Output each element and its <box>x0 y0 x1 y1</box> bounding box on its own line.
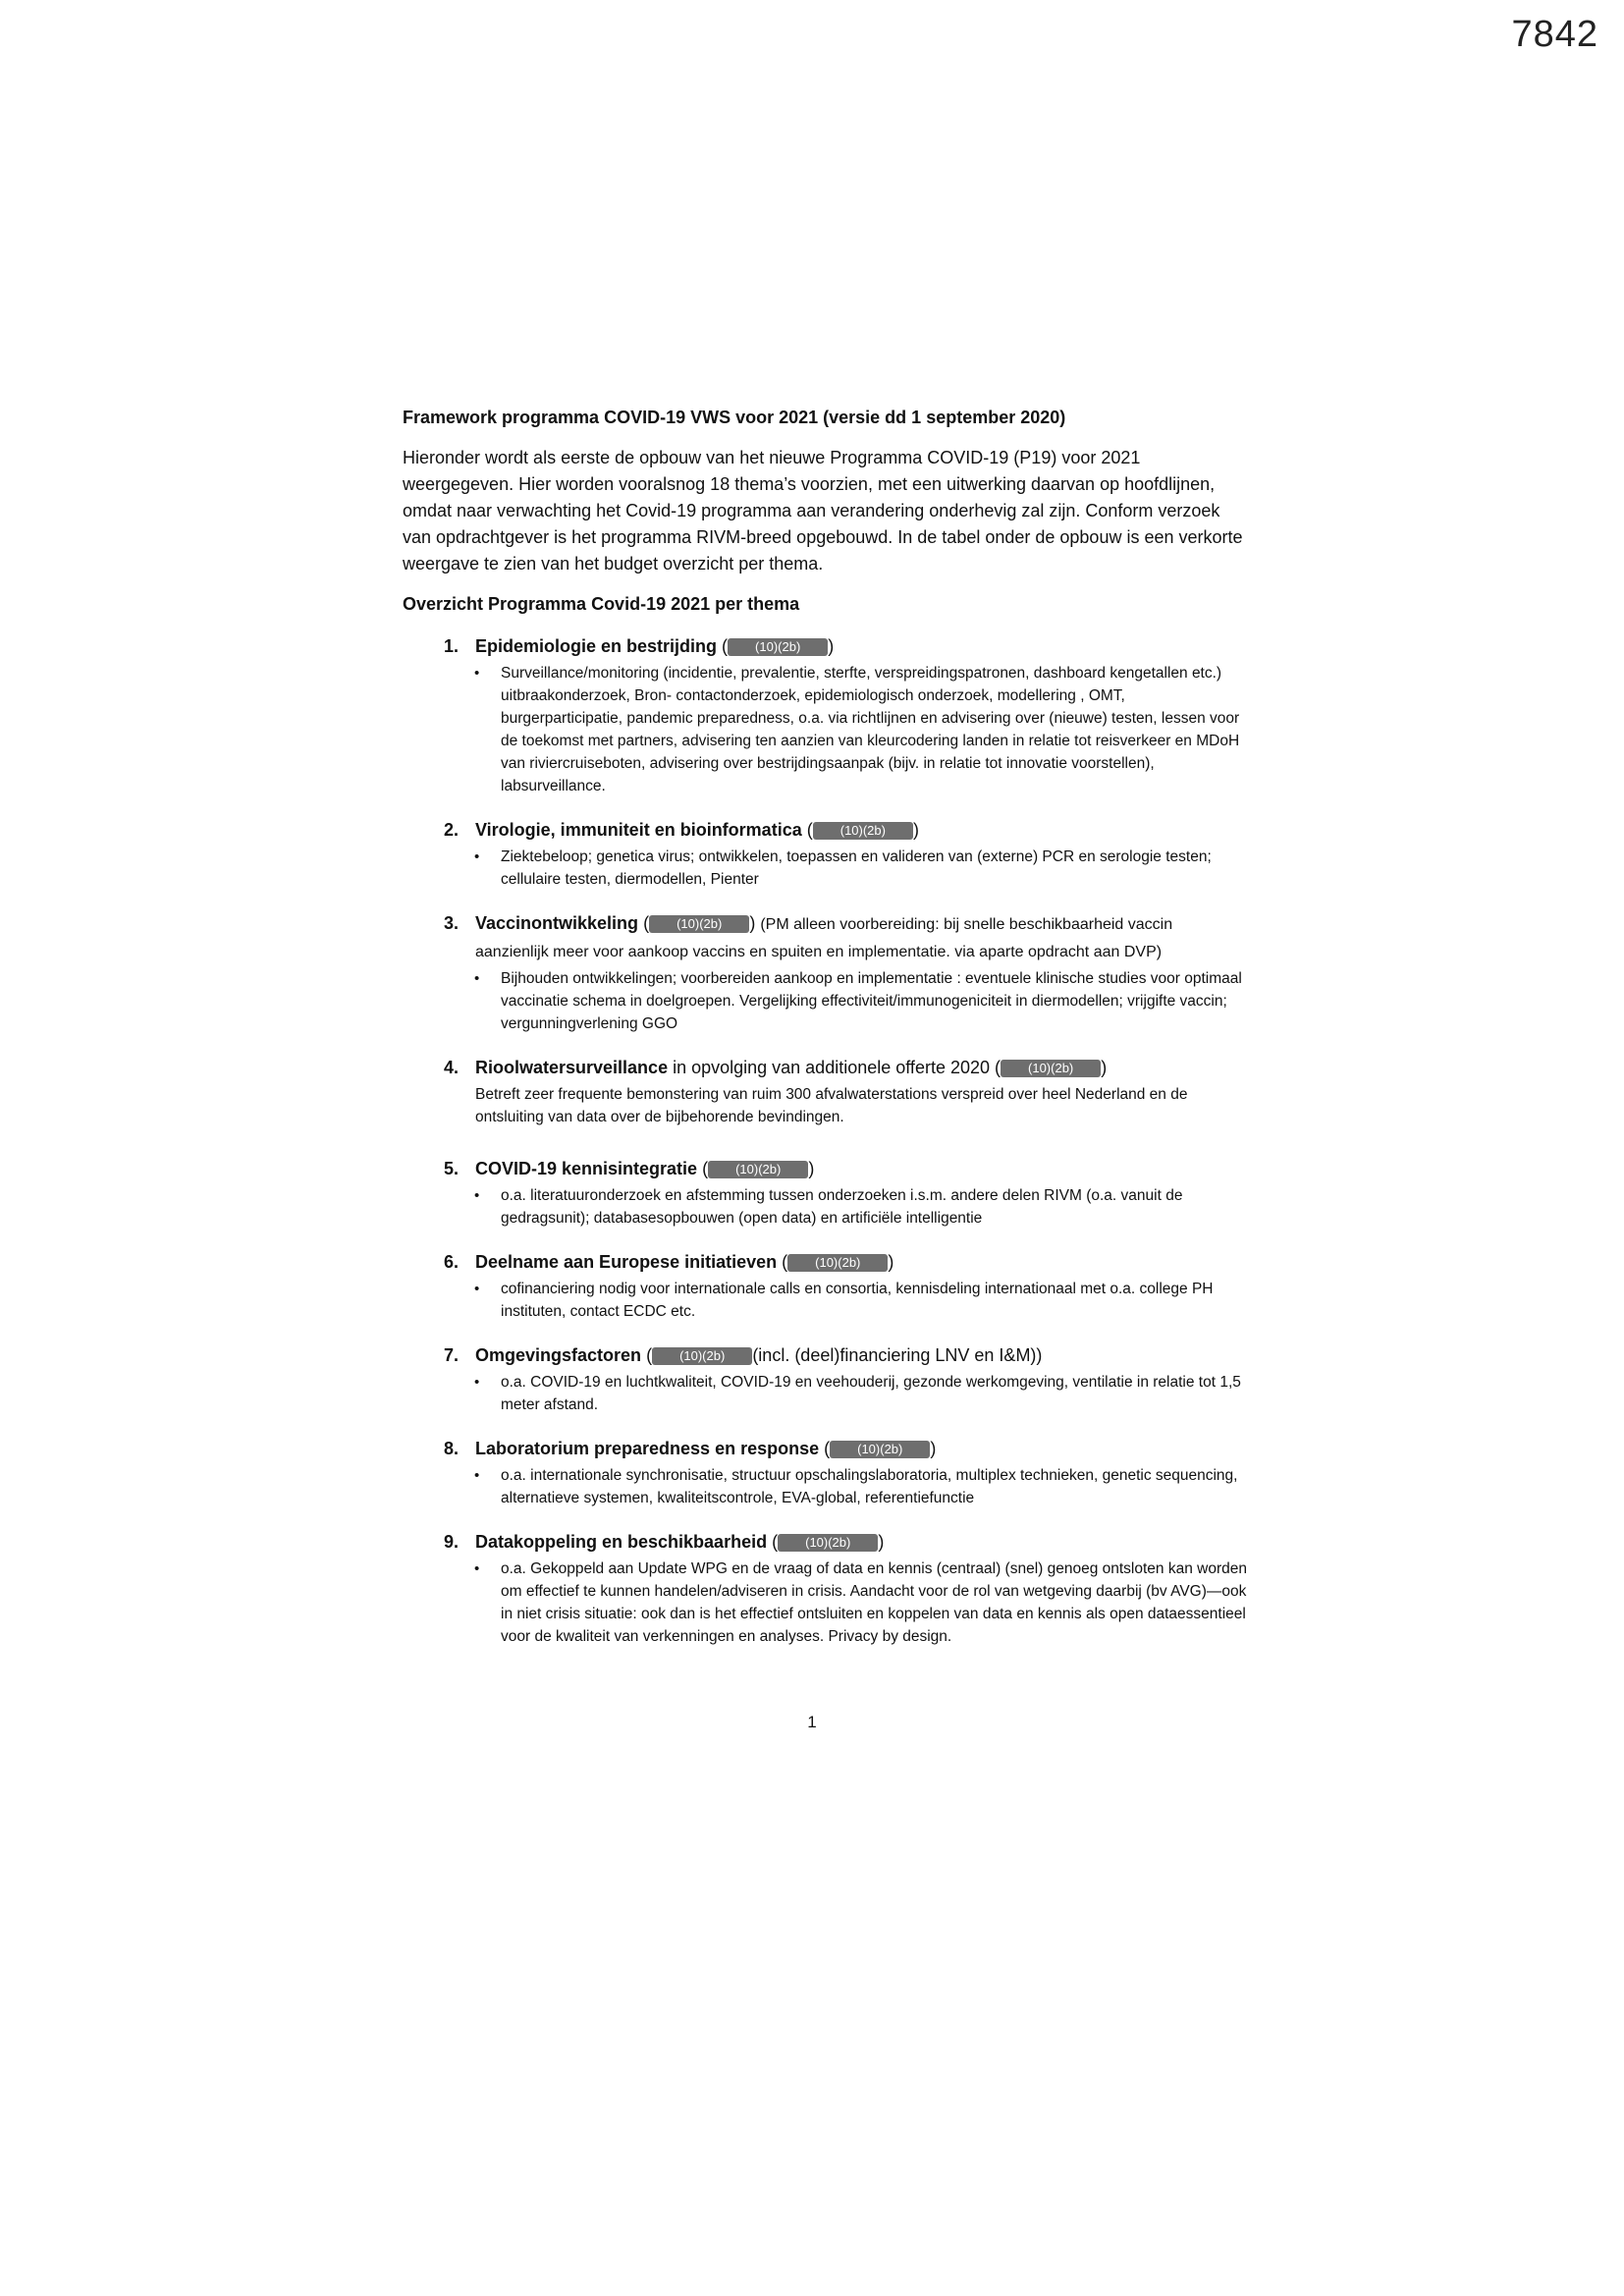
list-item: • o.a. COVID-19 en luchtkwaliteit, COVID-19 en veehouderij, gezonde werkomgeving, ventilatie in relatie tot 1,5 meter afstand. <box>475 1371 1247 1416</box>
list-item: • o.a. literatuuronderzoek en afstemming tussen onderzoeken i.s.m. andere delen RIVM (o.a. vanuit de gedragsunit); databasesopbouwen (open data) en artificiële intelligentie <box>475 1184 1247 1230</box>
theme-number: 9. <box>444 1532 460 1552</box>
theme-heading: Laboratorium preparedness en response ( (10)(2b) ) <box>475 1439 937 1458</box>
theme-title: Omgevingsfactoren <box>475 1345 642 1365</box>
redaction-box: (10)(2b) <box>813 822 913 840</box>
theme-item-8 <box>403 1436 1247 1509</box>
theme-item-3 <box>403 910 1247 1035</box>
theme-bullets <box>475 967 1247 1035</box>
intro-paragraph: Hieronder wordt als eerste de opbouw van het nieuwe Programma COVID-19 (P19) voor 2021 weergegeven. Hier worden vooralsnog 18 thema’s voorzien, met een uitwerking daarvan op hoofdlijnen, omdat naar verwachting het Covid-19 programma aan verandering onderhevig zal zijn. Conform verzoek van opdrachtgever is het programma RIVM-breed opgebouwd. In de tabel onder de opbouw is een verkorte weergave te zien van het budget overzicht per thema. <box>403 448 1243 574</box>
page-number: 1 <box>807 1713 817 1731</box>
theme-bullets <box>475 1278 1247 1323</box>
theme-heading-prefix: in opvolging van additionele offerte 2020 <box>668 1058 990 1077</box>
redaction-box: (10)(2b) <box>708 1161 808 1178</box>
list-item: • o.a. internationale synchronisatie, structuur opschalingslaboratoria, multiplex technieken, genetic sequencing, alternatieve systemen, kwaliteitscontrole, EVA-global, referentiefunctie <box>475 1464 1247 1509</box>
list-item: • o.a. Gekoppeld aan Update WPG en de vraag of data en kennis (centraal) (snel) genoeg ontsloten kan worden om effectief te kunnen handelen/adviseren in crisis. Aandacht voor de rol van wetgeving daarbij (bv AVG)—ook in niet crisis situatie: ook dan is het effectief ontsluiten en koppelen van data en kennis als open dataessentieel voor de kwaliteit van verkenningen en analyses. Privacy by design. <box>475 1558 1247 1648</box>
theme-heading: Datakoppeling en beschikbaarheid ( (10)(2b) ) <box>475 1532 885 1552</box>
theme-title: Vaccinontwikkeling <box>475 913 639 933</box>
theme-item-5 <box>403 1156 1247 1230</box>
theme-item-4 <box>403 1055 1247 1128</box>
theme-item-9 <box>403 1529 1247 1648</box>
theme-title: COVID-19 kennisintegratie <box>475 1159 698 1178</box>
theme-bullets <box>475 1558 1247 1648</box>
list-item: • Ziektebeloop; genetica virus; ontwikkelen, toepassen en valideren van (externe) PCR en serologie testen; cellulaire testen, diermodellen, Pienter <box>475 846 1247 891</box>
redaction-box: (10)(2b) <box>830 1441 930 1458</box>
redaction-box: (10)(2b) <box>778 1534 878 1552</box>
section-heading: Overzicht Programma Covid-19 2021 per thema <box>403 594 800 614</box>
theme-heading-suffix: (PM alleen voorbereiding: bij snelle beschikbaarheid vaccin aanzienlijk meer voor aankoop vaccins en spuiten en implementatie. via aparte opdracht aan DVP) <box>475 916 1173 960</box>
theme-bullets <box>475 846 1247 891</box>
theme-item-7 <box>403 1342 1247 1416</box>
theme-bullets <box>475 662 1247 797</box>
list-item: • Bijhouden ontwikkelingen; voorbereiden aankoop en implementatie : eventuele klinische studies voor optimaal vaccinatie schema in doelgroepen. Vergelijking effectiviteit/immunogeniciteit in diermodellen; vrijgifte vaccin; vergunningverlening GGO <box>475 967 1247 1035</box>
redaction-box: (10)(2b) <box>1001 1060 1101 1077</box>
theme-title: Datakoppeling en beschikbaarheid <box>475 1532 768 1552</box>
theme-title: Virologie, immuniteit en bioinformatica <box>475 820 802 840</box>
theme-heading: COVID-19 kennisintegratie ( (10)(2b) ) <box>475 1159 815 1178</box>
redaction-box: (10)(2b) <box>652 1347 752 1365</box>
redaction-box: (10)(2b) <box>649 915 749 933</box>
theme-heading: Deelname aan Europese initiatieven ( (10)(2b) ) <box>475 1252 894 1272</box>
theme-description: Betreft zeer frequente bemonstering van ruim 300 afvalwaterstations verspreid over heel Nederland en de ontsluiting van data over de bijbehorende bevindingen. <box>475 1086 1188 1125</box>
theme-number: 2. <box>444 820 460 840</box>
theme-number: 3. <box>444 913 460 933</box>
theme-number: 8. <box>444 1439 460 1458</box>
theme-title: Deelname aan Europese initiatieven <box>475 1252 778 1272</box>
theme-number: 1. <box>444 636 460 656</box>
theme-heading: Virologie, immuniteit en bioinformatica ( (10)(2b) ) <box>475 820 919 840</box>
redaction-box: (10)(2b) <box>728 638 828 656</box>
theme-number: 5. <box>444 1159 460 1178</box>
list-item: • Surveillance/monitoring (incidentie, prevalentie, sterfte, verspreidingspatronen, dashboard kengetallen etc.) uitbraakonderzoek, Bron- contactonderzoek, epidemiologisch onderzoek, modellering , OMT, burgerparticipatie, pandemic preparedness, o.a. via richtlijnen en advisering over (nieuwe) testen, lessen voor de toekomst met partners, advisering ten aanzien van kleurcodering landen in relatie tot reisverkeer en MDoH van riviercruiseboten, advisering over bestrijdingsaanpak (bijv. in relatie tot innovatie voorstellen), labsurveillance. <box>475 662 1247 797</box>
document-stamp-number: 7842 <box>1511 14 1598 55</box>
theme-heading: Rioolwatersurveillance in opvolging van additionele offerte 2020 ( (10)(2b) ) <box>475 1058 1108 1077</box>
redaction-box: (10)(2b) <box>787 1254 888 1272</box>
theme-number: 6. <box>444 1252 460 1272</box>
theme-title: Laboratorium preparedness en response <box>475 1439 820 1458</box>
theme-bullets <box>475 1371 1247 1416</box>
theme-bullets <box>475 1184 1247 1230</box>
theme-item-6 <box>403 1249 1247 1323</box>
document-title: Framework programma COVID-19 VWS voor 2021 (versie dd 1 september 2020) <box>403 408 1066 427</box>
theme-heading: Omgevingsfactoren ( (10)(2b) (incl. (deel)financiering LNV en I&M)) <box>475 1345 1043 1365</box>
theme-heading: Epidemiologie en bestrijding ( (10)(2b) ) <box>475 636 835 656</box>
theme-number: 4. <box>444 1058 460 1077</box>
theme-bullets <box>475 1464 1247 1509</box>
theme-title: Rioolwatersurveillance <box>475 1058 669 1077</box>
theme-title: Epidemiologie en bestrijding <box>475 636 718 656</box>
list-item: • cofinanciering nodig voor internationale calls en consortia, kennisdeling internationaal met o.a. college PH instituten, contact ECDC etc. <box>475 1278 1247 1323</box>
theme-heading-suffix: (incl. (deel)financiering LNV en I&M)) <box>752 1345 1043 1365</box>
theme-number: 7. <box>444 1345 460 1365</box>
theme-item-2 <box>403 817 1247 891</box>
theme-heading: Vaccinontwikkeling ( (10)(2b) ) (PM alleen voorbereiding: bij snelle beschikbaarheid vaccin aanzienlijk meer voor aankoop vaccins en spuiten en implementatie. via aparte opdracht aan DVP) <box>475 913 1173 960</box>
theme-item-1 <box>403 633 1247 797</box>
document-body <box>403 405 1247 1667</box>
theme-list <box>403 633 1247 1648</box>
